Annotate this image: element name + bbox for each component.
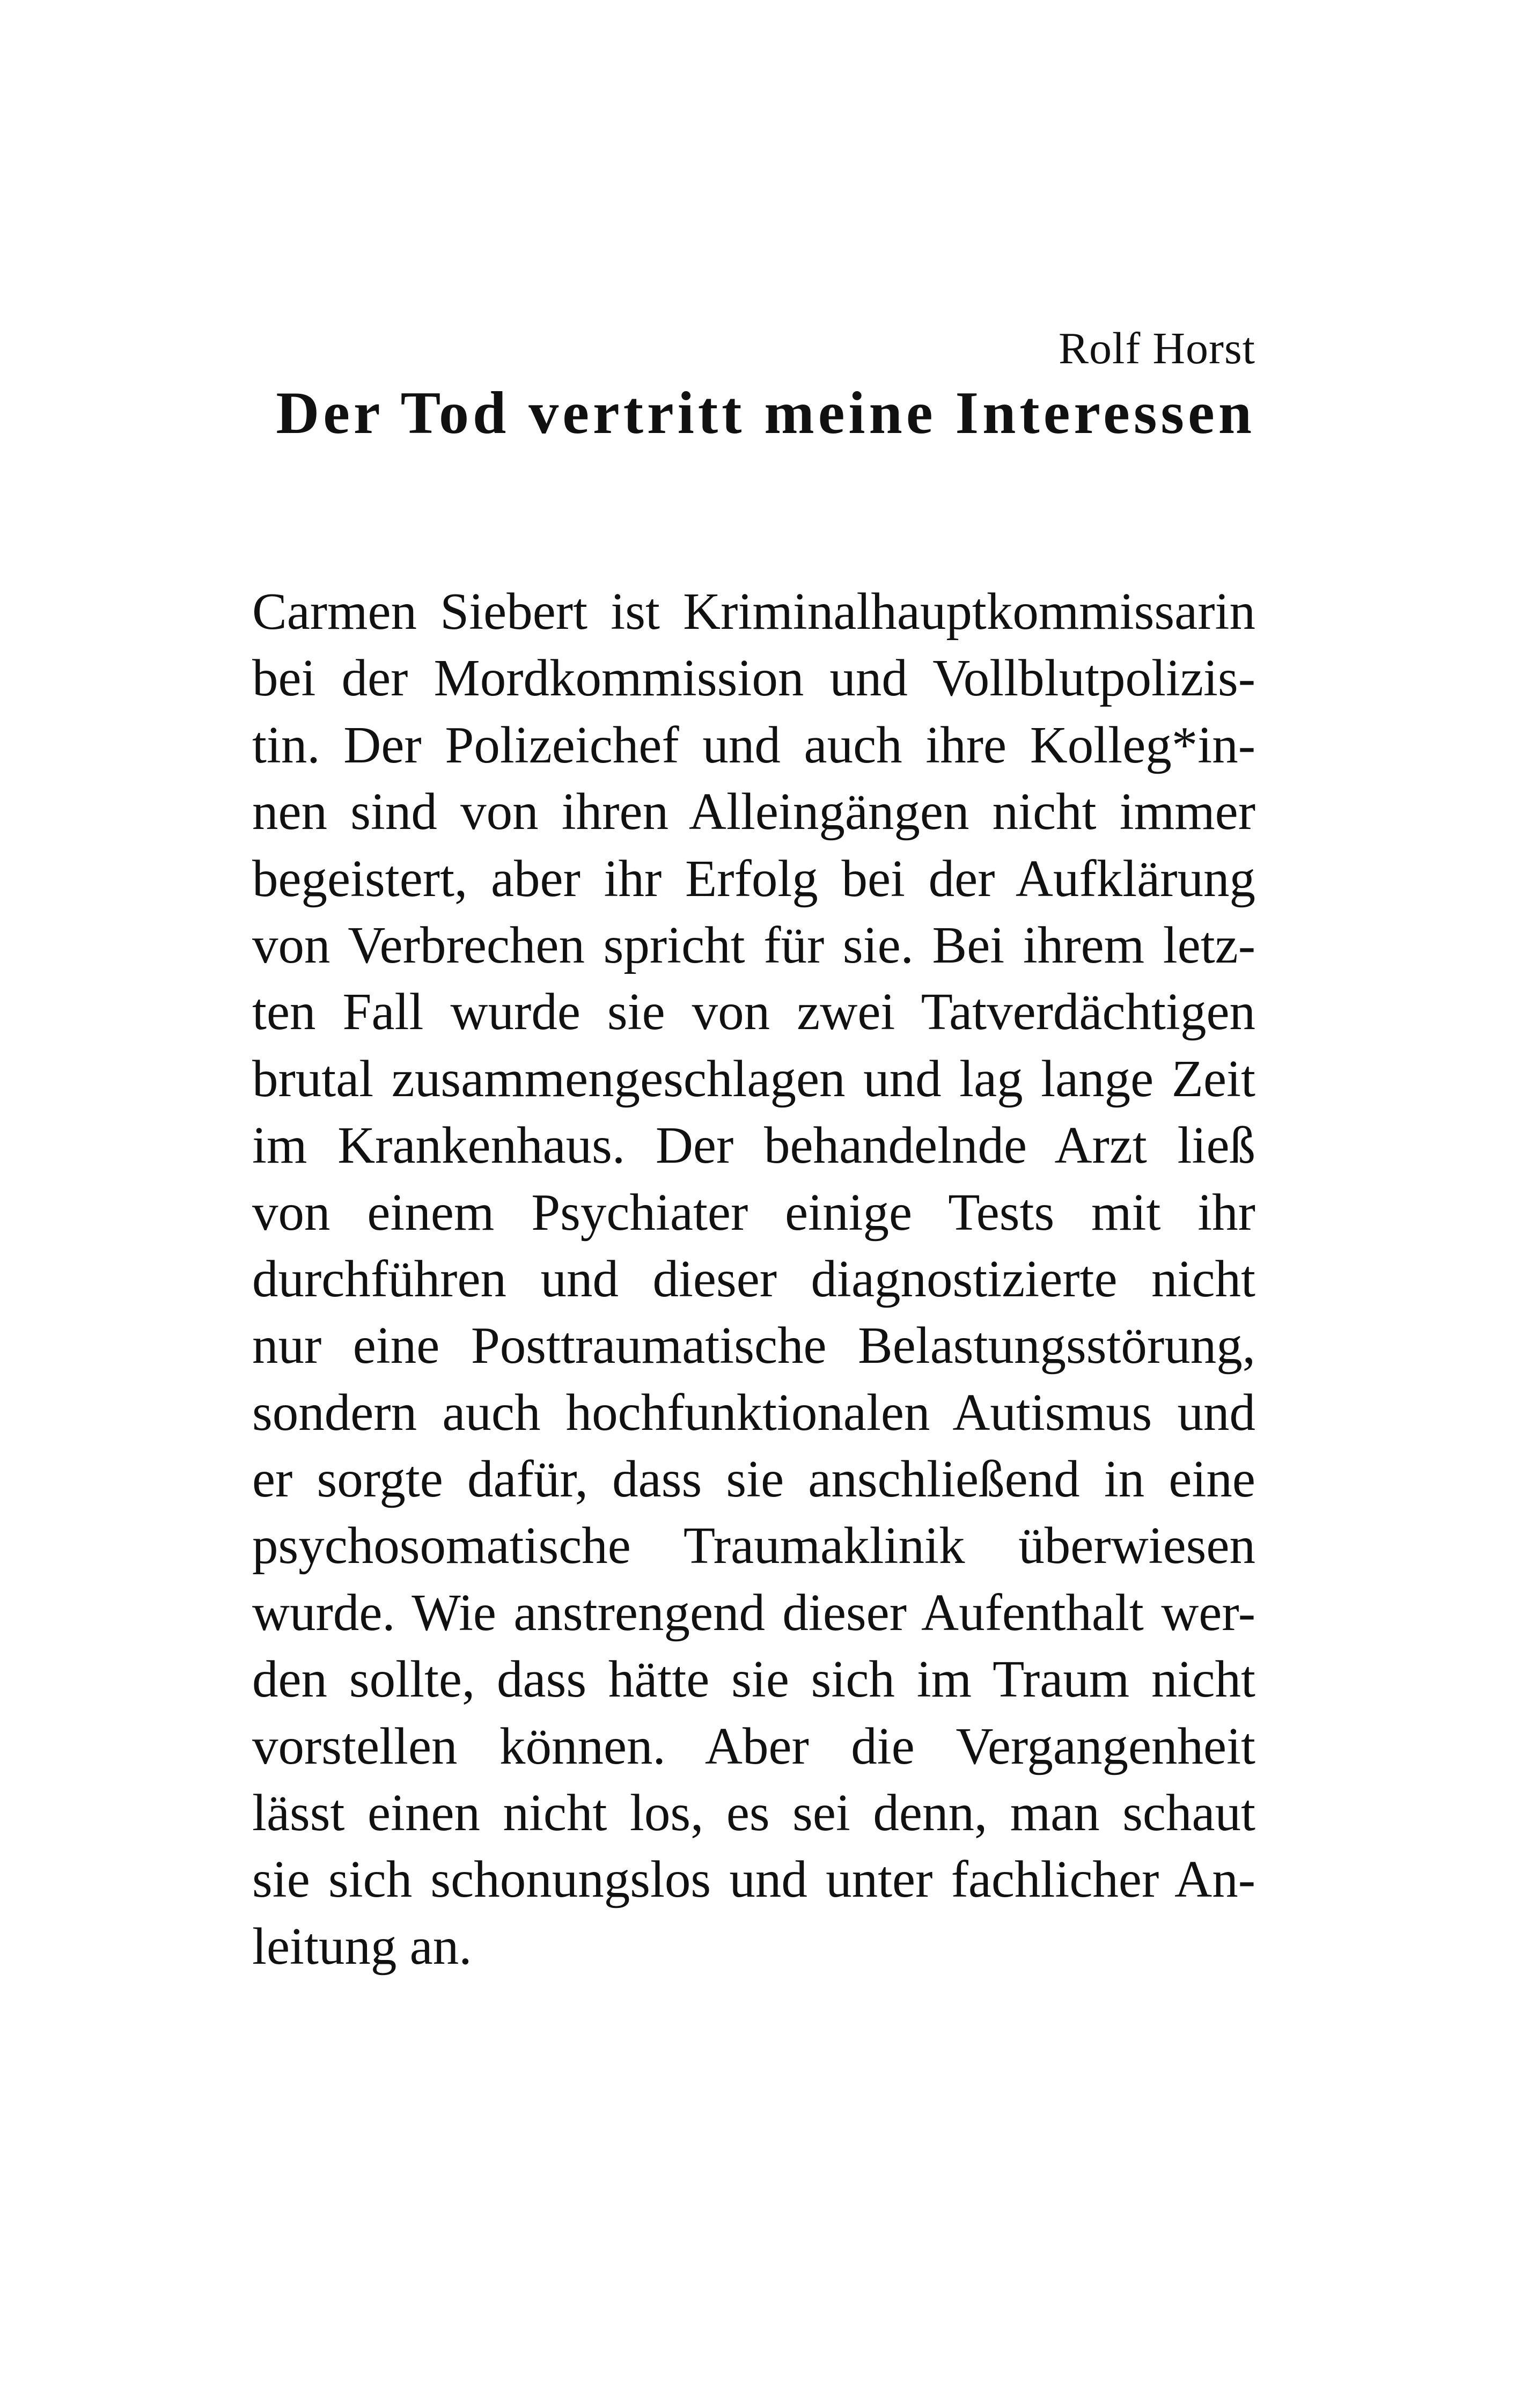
book-header — [276, 322, 1255, 451]
book-title: Der Tod vertritt meine Interessen — [276, 380, 1255, 446]
blurb-line: brutal zusammengeschlagen und lag lange Zeit — [252, 1049, 1255, 1107]
blurb-line: nur eine Posttraumatische Belastungsstörung, — [252, 1317, 1255, 1375]
blurb-line: wurde. Wie anstrengend dieser Aufenthalt wer- — [252, 1583, 1255, 1641]
blurb-line: psychosomatische Traumaklinik überwiesen — [252, 1517, 1255, 1575]
blurb-line: begeistert, aber ihr Erfolg bei der Aufklärung — [252, 849, 1255, 907]
blurb-line: nen sind von ihren Alleingängen nicht immer — [252, 783, 1255, 841]
blurb-line: den sollte, dass hätte sie sich im Traum nicht — [252, 1650, 1255, 1708]
blurb-line: lässt einen nicht los, es sei denn, man schaut — [252, 1784, 1255, 1842]
blurb-line: von Verbrechen spricht für sie. Bei ihrem letz- — [252, 916, 1255, 974]
blurb-line: im Krankenhaus. Der behandelnde Arzt ließ — [252, 1117, 1255, 1174]
blurb-line: durchführen und dieser diagnostizierte nicht — [252, 1250, 1255, 1308]
blurb-line: bei der Mordkommission und Vollblutpolizis- — [252, 649, 1255, 707]
blurb-line: er sorgte dafür, dass sie anschließend in eine — [252, 1450, 1255, 1508]
blurb-line: von einem Psychiater einige Tests mit ihr — [252, 1183, 1255, 1241]
blurb-text — [252, 578, 1255, 1980]
blurb-line: sie sich schonungslos und unter fachlicher An- — [252, 1851, 1255, 1908]
blurb-line: leitung an. — [252, 1917, 472, 1975]
blurb-line: ten Fall wurde sie von zwei Tatverdächtigen — [252, 983, 1255, 1041]
blurb-line: Carmen Siebert ist Kriminalhauptkommissarin — [252, 583, 1255, 640]
blurb-line: sondern auch hochfunktionalen Autismus und — [252, 1383, 1255, 1441]
author-name: Rolf Horst — [1059, 324, 1255, 373]
blurb-line: vorstellen können. Aber die Vergangenheit — [252, 1717, 1255, 1775]
blurb-line: tin. Der Polizeichef und auch ihre Kolleg*in- — [252, 716, 1255, 774]
